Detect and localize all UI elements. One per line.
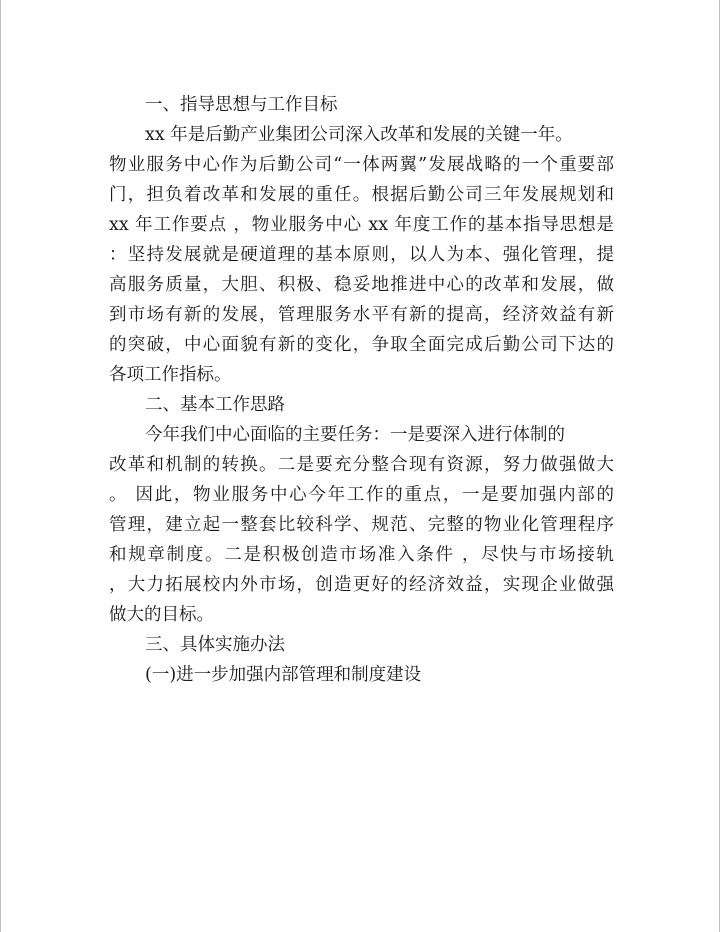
document-body xyxy=(109,90,614,690)
paragraph-line: 今年我们中心面临的主要任务：一是要深入进行体制的 xyxy=(145,425,565,445)
paragraph-line: 的突破，中心面貌有新的变化，争取全面完成后勤公司下达的 xyxy=(109,335,614,355)
section-heading: 三、具体实施办法 xyxy=(145,635,285,655)
paragraph-line: 。 因此，物业服务中心今年工作的重点，一是要加强内部的 xyxy=(109,485,614,505)
paragraph-line: 门，担负着改革和发展的重任。根据后勤公司三年发展规划和 xyxy=(109,185,614,205)
paragraph-line: 做大的目标。 xyxy=(109,605,214,625)
paragraph-line: 高服务质量，大胆、积极、稳妥地推进中心的改革和发展，做 xyxy=(109,275,614,295)
paragraph-line: ，大力拓展校内外市场，创造更好的经济效益，实现企业做强 xyxy=(109,575,614,595)
section-heading: 二、基本工作思路 xyxy=(145,395,285,415)
paragraph-line: ：坚持发展就是硬道理的基本原则，以人为本、强化管理，提 xyxy=(109,245,614,265)
paragraph-line: 物业服务中心作为后勤公司“一体两翼”发展战略的一个重要部 xyxy=(109,155,614,175)
subsection-heading: (一)进一步加强内部管理和制度建设 xyxy=(145,665,422,685)
paragraph-line: 管理，建立起一整套比较科学、规范、完整的物业化管理程序 xyxy=(109,515,614,535)
paragraph-line: 各项工作指标。 xyxy=(109,365,232,385)
paragraph-line: 改革和机制的转换。二是要充分整合现有资源，努力做强做大 xyxy=(109,455,614,475)
paragraph-line: 到市场有新的发展，管理服务水平有新的提高，经济效益有新 xyxy=(109,305,614,325)
section-heading: 一、指导思想与工作目标 xyxy=(145,95,338,115)
paragraph-line: xx 年工作要点 ，物业服务中心 xx 年度工作的基本指导思想是 xyxy=(109,215,614,235)
paragraph-line: xx 年是后勤产业集团公司深入改革和发展的关键一年。 xyxy=(145,125,573,145)
paragraph-line: 和规章制度。二是积极创造市场准入条件 ，尽快与市场接轨 xyxy=(109,545,614,565)
